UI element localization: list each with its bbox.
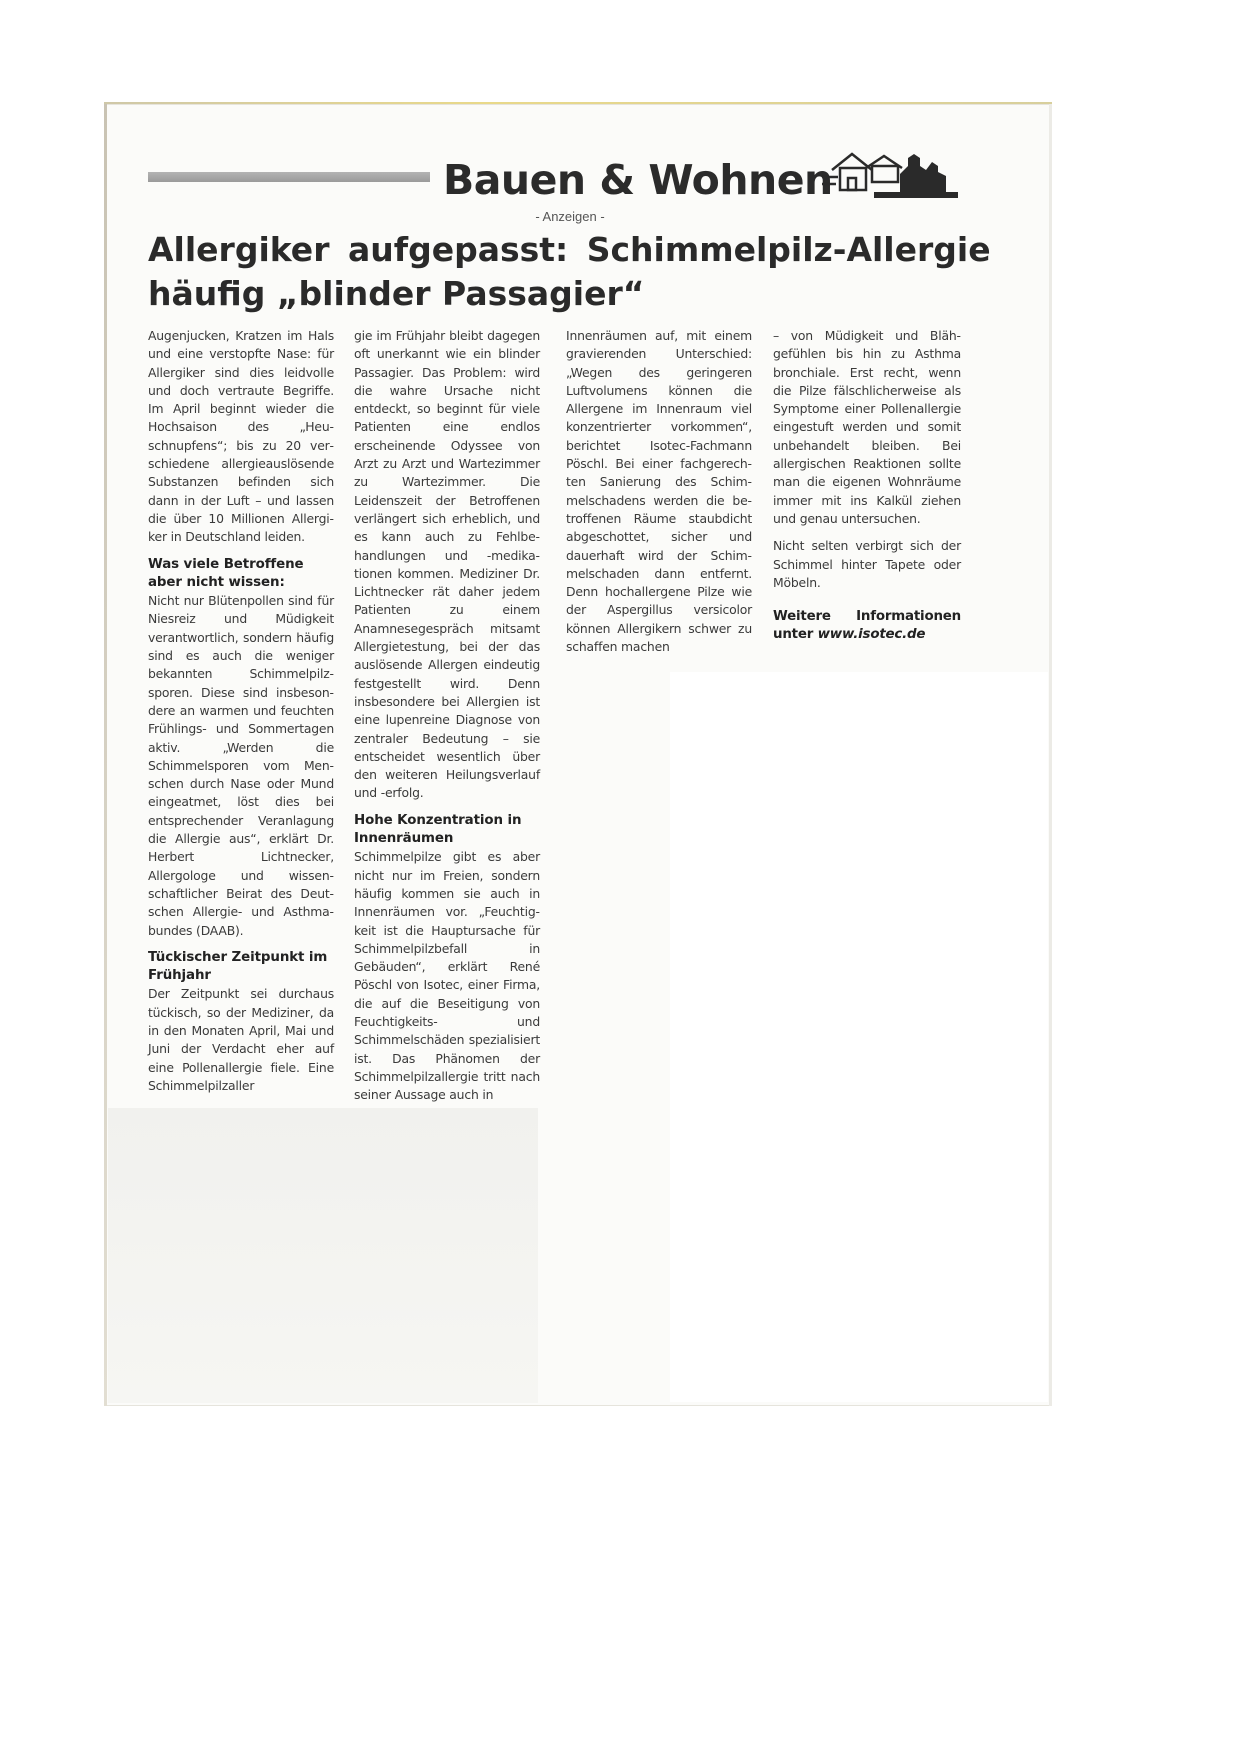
clipping-shadow xyxy=(108,1108,538,1403)
more-info-label: Weitere Informationen unter xyxy=(773,609,961,643)
ads-label: - Anzeigen - xyxy=(535,209,605,224)
house-icon xyxy=(822,144,958,200)
intro-paragraph: Augenjucken, Kratzen im Hals und eine verstopfte Nase: für Allergiker sind dies leidvolle und doch vertraute Begriffe. Im April beginnt wieder die Hochsaison des „Heuschnupfens“; bis zu 20 verschiedene allergieauslösende Substanzen befinden sich dann in der Luft – und lassen die über 10 Millionen Allergiker in Deutschland leiden. xyxy=(148,328,334,545)
paragraph-4: – von Müdigkeit und Blähgefühlen bis hin zu Asthma bronchiale. Erst recht, wenn die Pilze fälschlicherweise als Symptome einer Pollenallergie eingestuft werden und somit unbehandelt bleiben. Bei allergischen Reaktionen sollte man die eigenen Wohnräume immer mit ins Kalkül ziehen und genau untersuchen. xyxy=(773,328,961,526)
headline-line-2: häufig „blinder Passagier“ xyxy=(148,274,645,313)
more-info xyxy=(773,608,961,645)
section-rule xyxy=(148,172,430,182)
scan-right-edge xyxy=(1049,104,1052,1406)
paragraph-1: Nicht nur Blütenpollen sind für Niesreiz und Müdigkeit verantwortlich, sondern häufig sind es auch die weniger bekannten Schimmelpilzsporen. Diese sind insbesondere an warmen und feuchten Frühlings- und Sommertagen aktiv. „Werden die Schimmelsporen vom Menschen durch Nase oder Mund eingeatmet, löst dies bei entsprechender Veranlagung die Allergie aus“, erklärt Dr. Herbert Lichtnecker, Allergologe und wissenschaftlicher Beirat des Deutschen Allergie- und Asthmabundes (DAAB). xyxy=(148,593,334,938)
scan-left-edge xyxy=(104,104,107,1406)
subheading-3: Hohe Konzentration in Innenräumen xyxy=(354,812,522,847)
paragraph-2a: Der Zeitpunkt sei durchaus tückisch, so der Mediziner, da in den Monaten April, Mai und Juni der Verdacht eher auf eine Pollenallergie fiele. Eine Schimmelpilzaller xyxy=(148,986,334,1093)
headline-line-1: Allergiker aufgepasst: Schimmelpilz-Allergie xyxy=(148,230,991,269)
section-title: Bauen & Wohnen xyxy=(443,156,833,204)
subheading-2: Tückischer Zeitpunkt im Frühjahr xyxy=(148,949,328,984)
paragraph-3a: Schimmelpilze gibt es aber nicht nur im Freien, sondern häufig kommen sie auch in Innenräumen vor. „Feuchtigkeit ist die Hauptursache für Schimmelpilzbefall in Gebäuden“, erklärt René Pöschl von Isotec, einer Firma, die auf die Beseitigung von Feuchtigkeits- und Schimmelschäden spezialisiert ist. Das Phänomen der Schimmelpilzallergie tritt nach seiner Aussage auch in xyxy=(354,849,540,1103)
article-column-3 xyxy=(566,327,752,665)
more-info-link[interactable]: www.isotec.de xyxy=(817,627,926,643)
subheading-1: Was viele Betroffene aber nicht wissen: xyxy=(148,556,304,590)
paragraph-5: Nicht selten verbirgt sich der Schimmel hinter Tapete oder Möbeln. xyxy=(773,538,961,590)
headline xyxy=(148,228,991,328)
article-column-1 xyxy=(148,327,334,1104)
paragraph-3b: Innenräumen auf, mit einem gravierenden Unterschied: „Wegen des geringeren Luftvolumens können die Allergene im Innenraum viel konzentrierter vorkommen“, berichtet Isotec-Fachmann Pöschl. Bei einer fachgerechten Sanierung des Schimmelschadens werden die betroffenen Räume staubdicht abgeschottet, sicher und dauerhaft wird der Schimmelschaden dann entfernt. Denn hochallergene Pilze wie der Aspergillus versicolor können Allergikern schwer zu schaffen machen xyxy=(566,328,752,655)
blank-area xyxy=(670,672,1048,1402)
paragraph-2b: gie im Frühjahr bleibt dagegen oft unerkannt wie ein blinder Passagier. Das Problem: wird die wahre Ursache nicht entdeckt, so beginnt für viele Patienten eine endlos erscheinende Odyssee von Arzt zu Arzt und Wartezimmer zu Wartezimmer. Die Leidenszeit der Betroffenen verlängert sich erheblich, und es kann auch zu Fehlbehandlungen und -medikationen kommen. Mediziner Dr. Lichtnecker rät daher jedem Patienten zu einem Anamnesegespräch mitsamt Allergietestung, bei der das auslösende Allergen eindeutig festgestellt wird. Denn insbesondere bei Allergien ist eine lupenreine Diagnose von zentraler Bedeutung – sie entscheidet wesentlich über den weiteren Heilungsverlauf und -erfolg. xyxy=(354,328,540,801)
article-column-2 xyxy=(354,327,540,1113)
article-column-4 xyxy=(773,327,961,645)
